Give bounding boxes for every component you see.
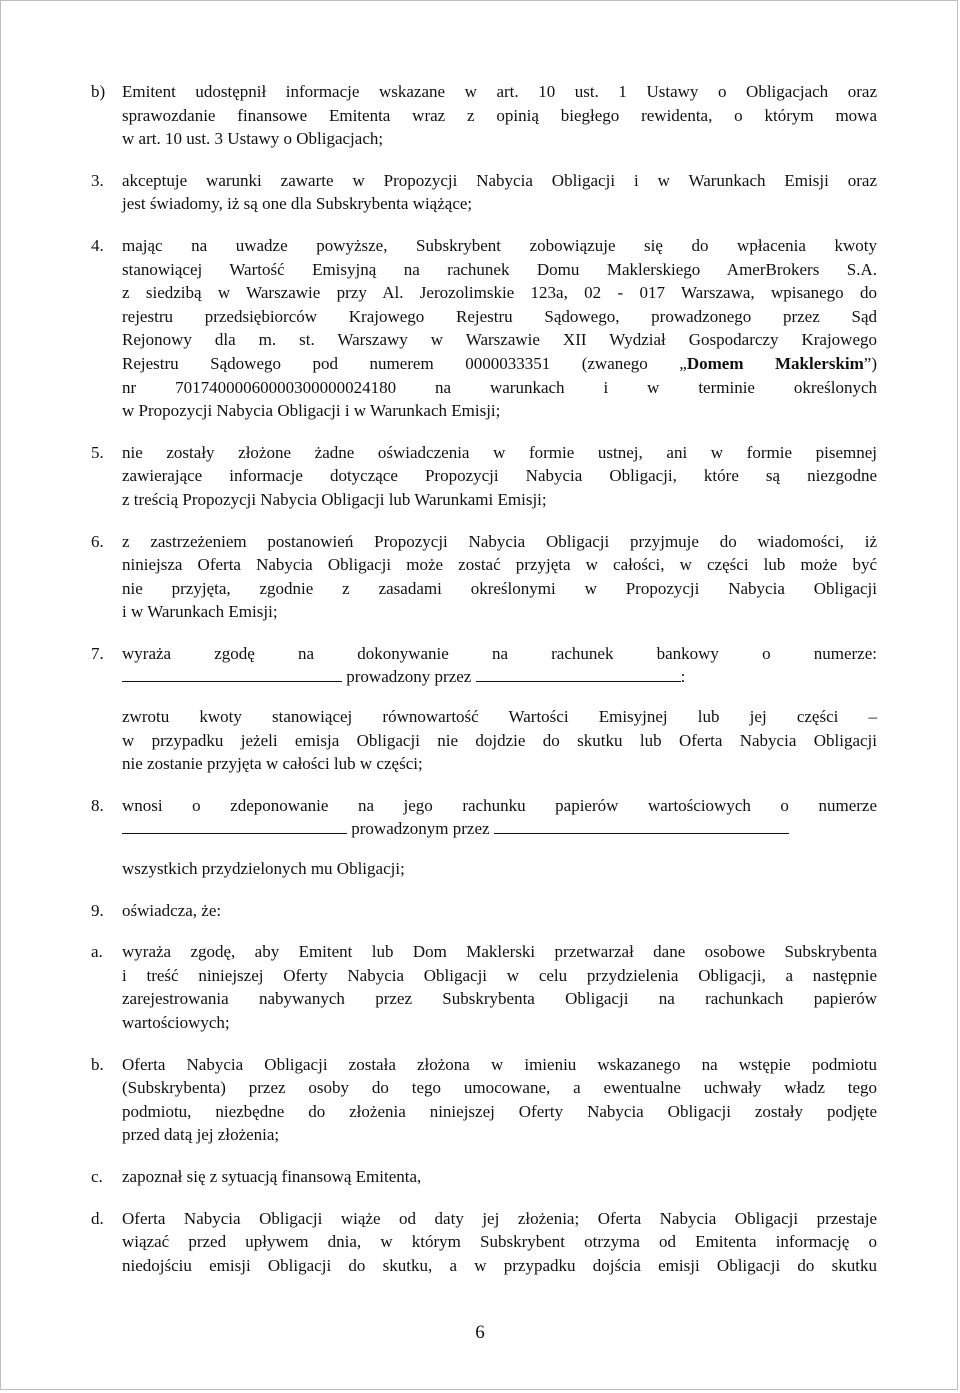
item-number: d. xyxy=(91,1208,104,1228)
item-number: c. xyxy=(91,1166,103,1186)
text-line: przed datą jej złożenia; xyxy=(122,1125,280,1145)
text-line: zarejestrowania nabywanych przez Subskrybenta Obligacji na rachunkach papierów xyxy=(122,989,877,1009)
item-number: 7. xyxy=(91,643,104,663)
text-line: w art. 10 ust. 3 Ustawy o Obligacjach; xyxy=(122,129,384,149)
blank-line-row xyxy=(122,665,877,689)
list-item-4 xyxy=(91,234,877,423)
securities-account-blank[interactable] xyxy=(122,817,347,834)
document-body xyxy=(91,80,877,1295)
text-line: podmiotu, niezbędne do złożenia niniejszej Oferty Nabycia Obligacji zostały podjęte xyxy=(122,1101,877,1121)
text-line: wiązać przed upływem dnia, w którym Subskrybent otrzyma od Emitenta informację o xyxy=(122,1232,877,1252)
text-segment: Rejestru Sądowego pod numerem 0000033351 (zwanego „ xyxy=(122,353,687,373)
text-line: i treść niniejszej Oferty Nabycia Obligacji w celu przydzielenia Obligacji, a następnie xyxy=(122,965,877,985)
list-item-b xyxy=(91,1053,877,1147)
blank-label: prowadzonym przez xyxy=(351,819,490,839)
blank-end: : xyxy=(680,667,686,687)
bank-name-blank[interactable] xyxy=(476,665,681,682)
text-line: wyraża zgodę, aby Emitent lub Dom Maklerski przetwarzał dane osobowe Subskrybenta xyxy=(122,942,877,962)
list-item-6 xyxy=(91,530,877,624)
list-item-9 xyxy=(91,899,877,923)
text-line: oświadcza, że: xyxy=(122,900,222,920)
blank-line-row xyxy=(122,817,877,841)
item-number: 8. xyxy=(91,795,104,815)
text-line: Oferta Nabycia Obligacji została złożona w imieniu wskazanego na wstępie podmiotu xyxy=(122,1054,877,1074)
text-line-with-bold xyxy=(122,352,877,376)
text-line: wartościowych; xyxy=(122,1013,230,1032)
text-line: nie zostanie przyjęta w całości lub w części; xyxy=(122,754,423,774)
text-line: i w Warunkach Emisji; xyxy=(122,602,278,622)
item-number: b. xyxy=(91,1054,104,1074)
list-item-5 xyxy=(91,441,877,512)
broker-name-blank[interactable] xyxy=(494,817,789,834)
text-line: wnosi o zdeponowanie na jego rachunku papierów wartościowych o numerze xyxy=(122,795,877,815)
text-line: z zastrzeżeniem postanowień Propozycji Nabycia Obligacji przyjmuje do wiadomości, iż xyxy=(122,531,877,551)
list-item-b-paren xyxy=(91,80,877,151)
text-line: Emitent udostępnił informacje wskazane w art. 10 ust. 1 Ustawy o Obligacjach oraz xyxy=(122,82,877,101)
text-line: sprawozdanie finansowe Emitenta wraz z opinią biegłego rewidenta, o którym mowa xyxy=(122,105,877,125)
list-item-d xyxy=(91,1207,877,1278)
text-line: akceptuje warunki zawarte w Propozycji Nabycia Obligacji i w Warunkach Emisji oraz xyxy=(122,170,877,190)
text-line: nie przyjęta, zgodnie z zasadami określonymi w Propozycji Nabycia Obligacji xyxy=(122,578,877,598)
item-number: 3. xyxy=(91,170,104,190)
text-segment: ”) xyxy=(863,353,878,373)
text-line: jest świadomy, iż są one dla Subskrybenta wiążące; xyxy=(122,194,473,214)
item-number: 5. xyxy=(91,442,104,462)
page-number: 6 xyxy=(475,1322,485,1343)
item-number: 4. xyxy=(91,235,104,255)
text-line: zwrotu kwoty stanowiącej równowartość Wartości Emisyjnej lub jej części – xyxy=(122,707,877,727)
item-number: 9. xyxy=(91,900,104,920)
text-line: (Subskrybenta) przez osoby do tego umocowane, a ewentualne uchwały władz tego xyxy=(122,1078,877,1098)
text-line: w Propozycji Nabycia Obligacji i w Warunkach Emisji; xyxy=(122,401,501,421)
list-item-a xyxy=(91,940,877,1034)
text-line: mając na uwadze powyższe, Subskrybent zobowiązuje się do wpłacenia kwoty xyxy=(122,235,877,255)
blank-label: prowadzony przez xyxy=(346,667,472,687)
list-item-3 xyxy=(91,169,877,216)
text-line: zawierające informacje dotyczące Propozycji Nabycia Obligacji, które są niezgodne xyxy=(122,466,877,486)
item-number: 6. xyxy=(91,531,104,551)
text-line: z siedzibą w Warszawie przy Al. Jerozolimskie 123a, 02 - 017 Warszawa, wpisanego do xyxy=(122,283,877,303)
text-line: niniejsza Oferta Nabycia Obligacji może zostać przyjęta w całości, w części lub może być xyxy=(122,555,877,575)
text-line: zapoznał się z sytuacją finansową Emitenta, xyxy=(122,1166,422,1186)
text-line: rejestru przedsiębiorców Krajowego Rejestru Sądowego, prowadzonego przez Sąd xyxy=(122,306,877,326)
text-line: wszystkich przydzielonych mu Obligacji; xyxy=(122,859,405,879)
list-item-c xyxy=(91,1165,877,1189)
text-line: w przypadku jeżeli emisja Obligacji nie dojdzie do skutku lub Oferta Nabycia Obligacji xyxy=(122,730,877,750)
text-line: nr 70174000060000300000024180 na warunkach i w terminie określonych xyxy=(122,377,877,397)
text-line: z treścią Propozycji Nabycia Obligacji lub Warunkami Emisji; xyxy=(122,489,547,509)
defined-term: Domem Maklerskim xyxy=(686,353,864,373)
item-number: a. xyxy=(91,942,103,962)
list-item-7 xyxy=(91,642,877,776)
text-line: stanowiącej Wartość Emisyjną na rachunek Domu Maklerskiego AmerBrokers S.A. xyxy=(122,259,877,279)
text-line: niedojściu emisji Obligacji do skutku, a w przypadku dojścia emisji Obligacji do skutku xyxy=(122,1255,877,1275)
text-line: wyraża zgodę na dokonywanie na rachunek bankowy o numerze: xyxy=(122,643,877,663)
list-item-8 xyxy=(91,794,877,881)
text-line: Oferta Nabycia Obligacji wiąże od daty jej złożenia; Oferta Nabycia Obligacji przestaje xyxy=(122,1208,877,1228)
bank-account-blank[interactable] xyxy=(122,665,342,682)
item-number: b) xyxy=(91,82,106,101)
text-line: nie zostały złożone żadne oświadczenia w formie ustnej, ani w formie pisemnej xyxy=(122,442,877,462)
text-line: Rejonowy dla m. st. Warszawy w Warszawie XII Wydział Gospodarczy Krajowego xyxy=(122,330,877,350)
